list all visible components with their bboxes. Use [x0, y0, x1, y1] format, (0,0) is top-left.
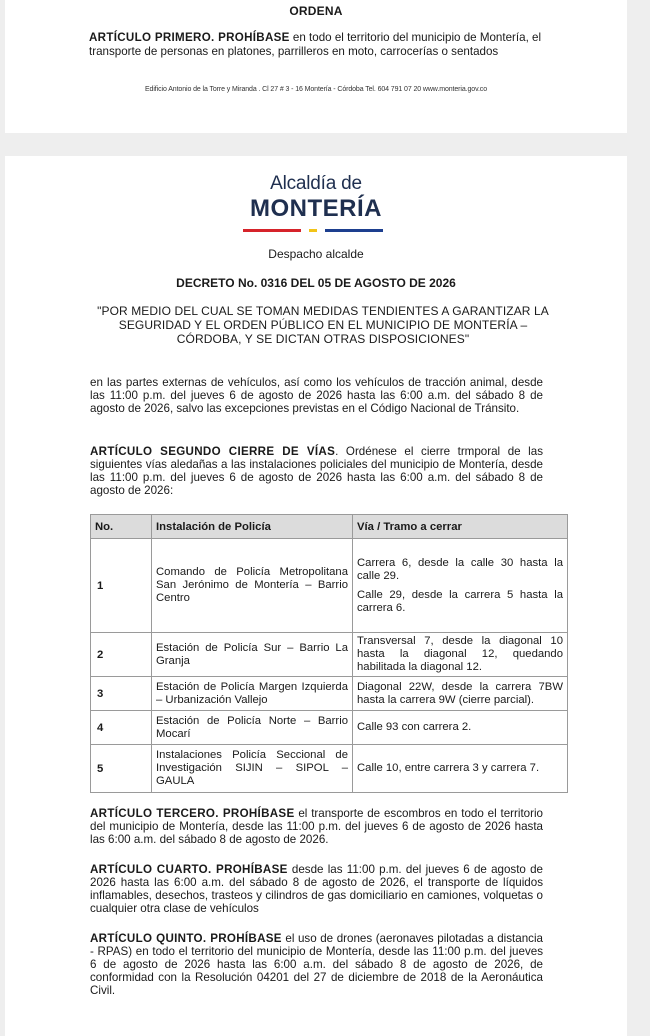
row-number: 5	[91, 745, 152, 793]
document-page-2	[5, 156, 627, 1036]
vias-table	[90, 514, 568, 793]
articulo-text: desde las 11:00 p.m. del jueves 6 de agosto de 2026 hasta las 6:00 a.m. del sábado 8 de agosto de 2026, el transporte de líquidos inflamables, desechos, trasteos y cilindros de gas domiciliario en camiones, volquetas o cualquier otra clase de vehículos	[90, 863, 543, 915]
flag-stripe	[243, 229, 383, 232]
table-row	[91, 539, 568, 633]
decreto-title: DECRETO No. 0316 DEL 05 DE AGOSTO DE 2026	[176, 276, 456, 290]
header-via: Vía / Tramo a cerrar	[353, 515, 568, 539]
row-via: Calle 10, entre carrera 3 y carrera 7.	[353, 745, 568, 793]
logo-alcaldia-text: Alcaldía de	[270, 173, 362, 194]
row-instalacion: Comando de Policía Metropolitana San Jerónimo de Montería – Barrio Centro	[152, 539, 353, 633]
row-instalacion: Estación de Policía Sur – Barrio La Granja	[152, 633, 353, 677]
section-heading: ORDENA	[289, 4, 343, 18]
articulo-label: ARTÍCULO PRIMERO. PROHÍBASE	[89, 31, 290, 44]
flag-yellow-stripe	[309, 229, 317, 232]
articulo-label: ARTÍCULO CUARTO. PROHÍBASE	[90, 863, 288, 876]
continuation-paragraph: en las partes externas de vehículos, así como los vehículos de tracción animal, desde las 11:00 p.m. del jueves 6 de agosto de 2026 hasta las 6:00 a.m. del sábado 8 de agosto de 2026, salvo las excepciones previstas en el Código Nacional de Tránsito.	[90, 376, 543, 415]
articulo-label: ARTÍCULO TERCERO. PROHÍBASE	[90, 807, 295, 820]
row-via: Diagonal 22W, desde la carrera 7BW hasta la carrera 9W (cierre parcial).	[353, 677, 568, 711]
header-instalacion: Instalación de Policía	[152, 515, 353, 539]
decreto-subtitle: "POR MEDIO DEL CUAL SE TOMAN MEDIDAS TENDIENTES A GARANTIZAR LA SEGURIDAD Y EL ORDEN PÚBLICO EN EL MUNICIPIO DE MONTERÍA – CÓRDOBA, Y SE DICTAN OTRAS DISPOSICIONES"	[97, 304, 549, 346]
row-number: 4	[91, 711, 152, 745]
flag-blue-stripe	[325, 229, 383, 232]
row-instalacion: Estación de Policía Norte – Barrio Mocarí	[152, 711, 353, 745]
table-row	[91, 711, 568, 745]
row-instalacion: Estación de Policía Margen Izquierda – Urbanización Vallejo	[152, 677, 353, 711]
row-via	[353, 539, 568, 633]
articulo-text: el transporte de escombros en todo el territorio del municipio de Montería, desde las 11:00 p.m. del jueves 6 de agosto de 2026 hasta las 6:00 a.m. del sábado 8 de agosto de 2026.	[90, 807, 543, 846]
via-tramo: Calle 29, desde la carrera 5 hasta la carrera 6.	[357, 588, 563, 614]
row-via: Calle 93 con carrera 2.	[353, 711, 568, 745]
row-instalacion: Instalaciones Policía Seccional de Investigación SIJIN – SIPOL – GAULA	[152, 745, 353, 793]
articulo-label: ARTÍCULO QUINTO. PROHÍBASE	[90, 932, 282, 945]
table-row	[91, 745, 568, 793]
despacho-alcalde: Despacho alcalde	[268, 247, 364, 261]
articulo-segundo	[90, 445, 543, 497]
document-page-1	[5, 0, 627, 133]
articulo-tercero	[90, 807, 543, 846]
articulo-text: en todo el territorio del municipio de Montería, el transporte de personas en platones, parrilleros en moto, carrocerías o sentados	[89, 31, 542, 58]
table-row	[91, 677, 568, 711]
articulo-cuarto	[90, 863, 543, 915]
row-number: 2	[91, 633, 152, 677]
flag-red-stripe	[243, 229, 301, 232]
footer-address: Edificio Antonio de la Torre y Miranda . Cl 27 # 3 - 16 Montería - Córdoba Tel. 604 791 07 20 www.monteria.gov.co	[144, 86, 487, 93]
articulo-label: ARTÍCULO SEGUNDO CIERRE DE VÍAS	[90, 445, 336, 458]
header-no: No.	[91, 515, 152, 539]
row-number: 3	[91, 677, 152, 711]
articulo-text: el uso de drones (aeronaves pilotadas a distancia - RPAS) en todo el territorio del municipio de Montería, desde las 11:00 p.m. del jueves 6 de agosto de 2026 hasta las 6:00 a.m. del sábado 8 de agosto de 2026, de conformidad con la Resolución 04201 del 27 de diciembre de 2018 de la Aeronáutica Civil.	[90, 932, 543, 997]
table-header-row	[91, 515, 568, 539]
articulo-text: . Ordénese el cierre trmporal de las siguientes vías aledañas a las instalaciones policiales del municipio de Montería, desde las 11:00 p.m. del jueves 6 de agosto de 2026 hasta las 6:00 a.m. del sábado 8 de agosto de 2026:	[90, 445, 544, 497]
row-via: Transversal 7, desde la diagonal 10 hasta la diagonal 12, quedando habilitada la diagonal 12.	[353, 633, 568, 677]
articulo-quinto	[90, 932, 543, 997]
row-number: 1	[91, 539, 152, 633]
table-row	[91, 633, 568, 677]
logo-monteria-text: MONTERÍA	[250, 195, 382, 222]
articulo-primero	[89, 31, 559, 59]
via-tramo: Carrera 6, desde la calle 30 hasta la calle 29.	[357, 556, 563, 582]
